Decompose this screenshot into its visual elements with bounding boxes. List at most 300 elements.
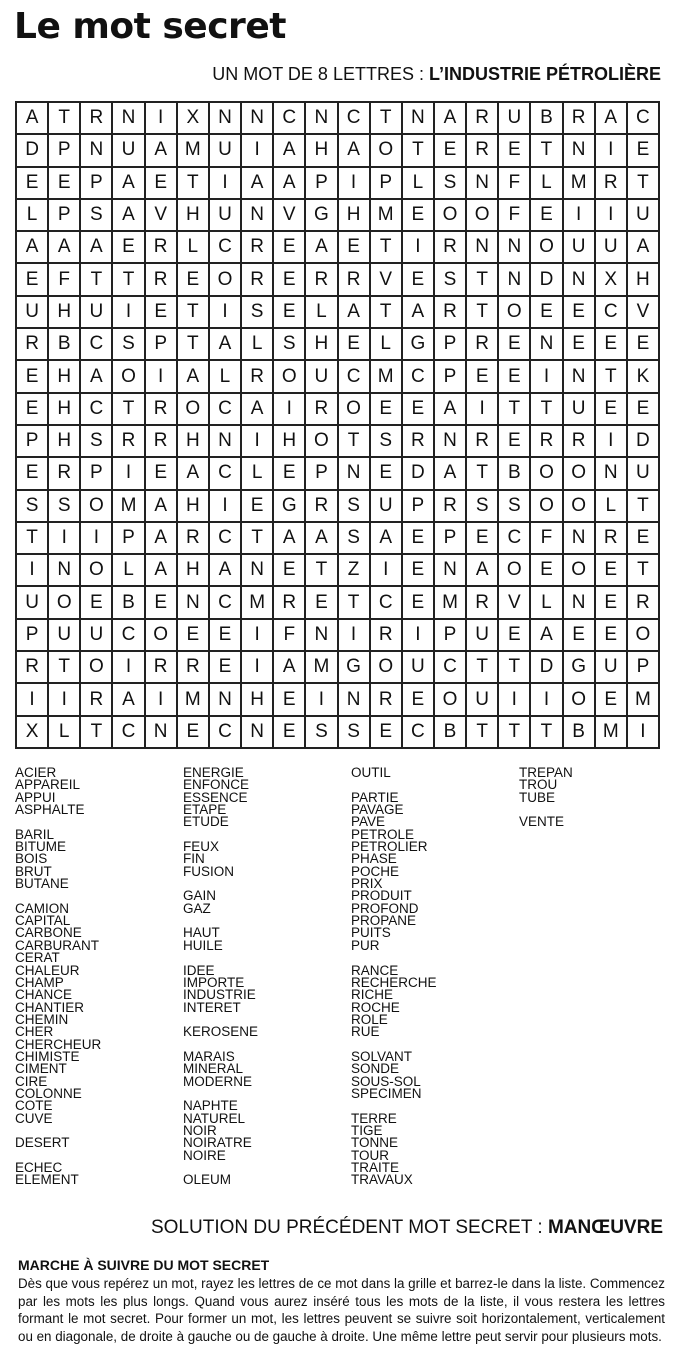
word-list-item[interactable]: CHEMIN [15,1011,69,1027]
grid-cell[interactable]: T [499,652,531,684]
word-list-item[interactable]: SOUS-SOL [351,1073,421,1089]
grid-cell[interactable]: E [499,135,531,167]
grid-cell[interactable]: T [467,264,499,296]
grid-cell[interactable]: I [242,652,274,684]
grid-cell[interactable]: C [596,297,628,329]
grid-cell[interactable]: R [242,232,274,264]
grid-cell[interactable]: N [564,587,596,619]
grid-cell[interactable]: A [274,652,306,684]
grid-cell[interactable]: E [371,458,403,490]
grid-cell[interactable]: M [242,587,274,619]
word-list-item[interactable]: PROPANE [351,913,417,929]
grid-cell[interactable]: A [435,394,467,426]
grid-cell[interactable]: C [210,232,242,264]
grid-cell[interactable]: E [17,394,49,426]
word-list-item[interactable]: CIMENT [15,1061,67,1077]
grid-cell[interactable]: X [178,103,210,135]
word-list-item[interactable]: SONDE [351,1061,400,1077]
grid-cell[interactable]: U [306,361,338,393]
grid-cell[interactable]: S [467,491,499,523]
word-list-item[interactable]: ASPHALTE [15,802,85,818]
grid-cell[interactable]: P [49,200,81,232]
grid-cell[interactable]: E [499,361,531,393]
grid-cell[interactable]: O [339,394,371,426]
grid-cell[interactable]: S [435,168,467,200]
word-list-item[interactable]: NOIR [183,1122,217,1138]
word-list-item[interactable]: PAVE [351,814,386,830]
grid-cell[interactable]: U [628,458,660,490]
grid-cell[interactable]: N [146,717,178,749]
word-list-item[interactable]: PRODUIT [351,888,412,904]
grid-cell[interactable]: O [146,620,178,652]
grid-cell[interactable]: R [146,264,178,296]
grid-cell[interactable]: A [435,103,467,135]
word-list-item[interactable]: ETAPE [183,802,227,818]
grid-cell[interactable]: G [564,652,596,684]
grid-cell[interactable]: S [371,426,403,458]
word-list-item[interactable]: SPECIMEN [351,1085,422,1101]
word-list-item[interactable]: PETROLIER [351,839,428,855]
grid-cell[interactable]: E [403,394,435,426]
grid-cell[interactable]: E [146,297,178,329]
grid-cell[interactable]: N [499,232,531,264]
grid-cell[interactable]: E [17,264,49,296]
word-list-item[interactable]: ROCHE [351,999,400,1015]
grid-cell[interactable]: B [435,717,467,749]
grid-cell[interactable]: T [113,394,145,426]
grid-cell[interactable]: T [499,717,531,749]
grid-cell[interactable]: L [178,232,210,264]
word-list-item[interactable]: CARBONE [15,925,82,941]
grid-cell[interactable]: E [499,329,531,361]
grid-cell[interactable]: R [435,491,467,523]
grid-cell[interactable]: N [339,684,371,716]
grid-cell[interactable]: I [306,684,338,716]
grid-cell[interactable]: B [564,717,596,749]
word-list-item[interactable]: CHERCHEUR [15,1036,102,1052]
grid-cell[interactable]: O [564,684,596,716]
grid-cell[interactable]: C [435,652,467,684]
grid-cell[interactable]: E [564,297,596,329]
word-list-item[interactable]: CAMION [15,900,69,916]
grid-cell[interactable]: T [467,458,499,490]
grid-cell[interactable]: I [531,361,563,393]
grid-cell[interactable]: A [49,232,81,264]
grid-cell[interactable]: A [339,297,371,329]
word-list-item[interactable]: CHANTIER [15,999,85,1015]
grid-cell[interactable]: F [499,200,531,232]
grid-cell[interactable]: E [499,620,531,652]
grid-cell[interactable]: I [210,491,242,523]
grid-cell[interactable]: A [17,232,49,264]
grid-cell[interactable]: R [467,587,499,619]
grid-cell[interactable]: A [210,329,242,361]
grid-cell[interactable]: E [564,329,596,361]
word-list-item[interactable]: TIGE [351,1122,383,1138]
grid-cell[interactable]: U [596,652,628,684]
grid-cell[interactable]: U [403,652,435,684]
word-list-item[interactable]: CHER [15,1024,54,1040]
grid-cell[interactable]: R [146,394,178,426]
grid-cell[interactable]: N [242,200,274,232]
grid-cell[interactable]: H [178,200,210,232]
grid-cell[interactable]: L [371,329,403,361]
word-list-item[interactable]: CUVE [15,1110,53,1126]
grid-cell[interactable]: T [628,491,660,523]
grid-cell[interactable]: T [306,555,338,587]
grid-cell[interactable]: A [113,684,145,716]
word-list-item[interactable]: CARBURANT [15,937,100,953]
grid-cell[interactable]: Z [339,555,371,587]
grid-cell[interactable]: I [242,620,274,652]
grid-cell[interactable]: I [49,684,81,716]
grid-cell[interactable]: R [113,426,145,458]
grid-cell[interactable]: T [467,717,499,749]
grid-cell[interactable]: H [178,555,210,587]
grid-cell[interactable]: R [242,264,274,296]
grid-cell[interactable]: N [403,103,435,135]
grid-cell[interactable]: T [467,652,499,684]
grid-cell[interactable]: E [596,329,628,361]
grid-cell[interactable]: A [242,168,274,200]
grid-cell[interactable]: E [596,394,628,426]
grid-cell[interactable]: X [17,717,49,749]
grid-cell[interactable]: B [49,329,81,361]
grid-cell[interactable]: R [467,426,499,458]
word-list-item[interactable]: COTE [15,1098,53,1114]
grid-cell[interactable]: O [564,458,596,490]
grid-cell[interactable]: A [435,458,467,490]
grid-cell[interactable]: L [531,168,563,200]
grid-cell[interactable]: U [17,297,49,329]
grid-cell[interactable]: T [242,523,274,555]
grid-cell[interactable]: R [146,652,178,684]
grid-cell[interactable]: R [339,264,371,296]
grid-cell[interactable]: I [17,555,49,587]
grid-cell[interactable]: C [210,587,242,619]
grid-cell[interactable]: A [339,135,371,167]
grid-cell[interactable]: H [178,426,210,458]
grid-cell[interactable]: B [499,458,531,490]
grid-cell[interactable]: T [371,103,403,135]
grid-cell[interactable]: N [435,426,467,458]
grid-cell[interactable]: P [435,329,467,361]
grid-cell[interactable]: R [564,426,596,458]
grid-cell[interactable]: R [178,652,210,684]
grid-cell[interactable]: E [499,426,531,458]
grid-cell[interactable]: T [531,135,563,167]
grid-cell[interactable]: A [113,168,145,200]
grid-cell[interactable]: R [146,232,178,264]
grid-cell[interactable]: N [467,232,499,264]
grid-cell[interactable]: C [403,361,435,393]
grid-cell[interactable]: C [371,587,403,619]
grid-cell[interactable]: E [210,652,242,684]
word-list-item[interactable]: COLONNE [15,1085,82,1101]
grid-cell[interactable]: E [531,297,563,329]
grid-cell[interactable]: I [467,394,499,426]
grid-cell[interactable]: I [49,523,81,555]
grid-cell[interactable]: A [146,523,178,555]
grid-cell[interactable]: I [628,717,660,749]
word-list-item[interactable]: APPAREIL [15,777,81,793]
grid-cell[interactable]: U [499,103,531,135]
grid-cell[interactable]: U [371,491,403,523]
grid-cell[interactable]: E [81,587,113,619]
word-list-item[interactable]: ESSENCE [183,789,248,805]
grid-cell[interactable]: O [499,297,531,329]
grid-cell[interactable]: C [499,523,531,555]
grid-cell[interactable]: E [564,620,596,652]
grid-cell[interactable]: R [306,394,338,426]
grid-cell[interactable]: R [49,458,81,490]
grid-cell[interactable]: E [403,587,435,619]
grid-cell[interactable]: R [242,361,274,393]
grid-cell[interactable]: A [146,135,178,167]
grid-cell[interactable]: M [178,684,210,716]
grid-cell[interactable]: I [339,620,371,652]
grid-cell[interactable]: N [564,523,596,555]
grid-cell[interactable]: O [81,491,113,523]
word-list-item[interactable]: CHAMP [15,974,64,990]
word-list-item[interactable]: ECHEC [15,1160,63,1175]
grid-cell[interactable]: N [210,684,242,716]
grid-cell[interactable]: D [628,426,660,458]
grid-cell[interactable]: N [210,426,242,458]
grid-cell[interactable]: O [49,587,81,619]
grid-cell[interactable]: P [17,426,49,458]
grid-cell[interactable]: S [499,491,531,523]
grid-cell[interactable]: O [371,652,403,684]
grid-cell[interactable]: O [499,555,531,587]
word-list-item[interactable]: TRAVAUX [351,1172,413,1188]
grid-cell[interactable]: N [564,264,596,296]
grid-cell[interactable]: O [628,620,660,652]
word-list-item[interactable]: BRUT [15,863,52,879]
grid-cell[interactable]: L [531,587,563,619]
grid-cell[interactable]: A [81,361,113,393]
word-list-item[interactable]: PARTIE [351,789,399,805]
grid-cell[interactable]: F [531,523,563,555]
word-list-item[interactable]: TRAITE [351,1160,400,1175]
grid-cell[interactable]: C [81,329,113,361]
word-list-item[interactable]: TUBE [519,789,556,805]
grid-cell[interactable]: N [467,168,499,200]
grid-cell[interactable]: T [49,652,81,684]
word-list-item[interactable]: FIN [183,851,205,867]
word-list-item[interactable]: TOUR [351,1147,390,1163]
grid-cell[interactable]: E [17,168,49,200]
grid-cell[interactable]: I [113,297,145,329]
word-list-item[interactable]: PETROLE [351,826,415,842]
grid-cell[interactable]: E [596,684,628,716]
word-list-item[interactable]: GAZ [183,900,211,916]
grid-cell[interactable]: A [531,620,563,652]
grid-cell[interactable]: P [81,458,113,490]
word-list-item[interactable]: CHALEUR [15,962,80,978]
grid-cell[interactable]: E [339,329,371,361]
grid-cell[interactable]: R [371,620,403,652]
word-list-item[interactable]: NAPHTE [183,1098,238,1114]
word-list-item[interactable]: DESERT [15,1135,70,1151]
grid-cell[interactable]: E [17,361,49,393]
grid-cell[interactable]: L [210,361,242,393]
word-list-item[interactable]: POCHE [351,863,400,879]
grid-cell[interactable]: P [435,361,467,393]
grid-cell[interactable]: I [564,200,596,232]
word-list-item[interactable]: IMPORTE [183,974,245,990]
word-list-item[interactable]: BUTANE [15,876,69,892]
grid-cell[interactable]: T [371,232,403,264]
word-list-item[interactable]: NATUREL [183,1110,246,1126]
word-list-item[interactable]: RICHE [351,987,394,1003]
word-list-item[interactable]: FUSION [183,863,235,879]
grid-cell[interactable]: E [306,587,338,619]
grid-cell[interactable]: F [274,620,306,652]
grid-cell[interactable]: C [339,361,371,393]
grid-cell[interactable]: A [146,491,178,523]
grid-cell[interactable]: H [274,426,306,458]
grid-cell[interactable]: H [306,135,338,167]
grid-cell[interactable]: C [210,717,242,749]
grid-cell[interactable]: S [242,297,274,329]
word-list-item[interactable]: INTERET [183,999,241,1015]
grid-cell[interactable]: V [499,587,531,619]
grid-cell[interactable]: A [274,168,306,200]
word-list-item[interactable]: TONNE [351,1135,399,1151]
grid-cell[interactable]: M [564,168,596,200]
grid-cell[interactable]: N [242,555,274,587]
grid-cell[interactable]: N [178,587,210,619]
grid-cell[interactable]: I [146,103,178,135]
grid-cell[interactable]: V [146,200,178,232]
grid-cell[interactable]: E [146,587,178,619]
grid-cell[interactable]: S [113,329,145,361]
grid-cell[interactable]: E [339,232,371,264]
grid-cell[interactable]: E [403,200,435,232]
word-list-item[interactable]: HUILE [183,937,223,953]
grid-cell[interactable]: K [628,361,660,393]
grid-cell[interactable]: T [178,297,210,329]
grid-cell[interactable]: P [146,329,178,361]
grid-cell[interactable]: G [339,652,371,684]
grid-cell[interactable]: I [339,168,371,200]
word-list-item[interactable]: ETUDE [183,814,229,830]
word-list-item[interactable]: RECHERCHE [351,974,437,990]
grid-cell[interactable]: E [403,684,435,716]
grid-cell[interactable]: O [81,652,113,684]
grid-cell[interactable]: A [467,555,499,587]
grid-cell[interactable]: X [596,264,628,296]
grid-cell[interactable]: H [49,297,81,329]
grid-cell[interactable]: N [564,361,596,393]
grid-cell[interactable]: E [274,555,306,587]
word-list-item[interactable]: PRIX [351,876,383,892]
grid-cell[interactable]: T [499,394,531,426]
grid-cell[interactable]: O [113,361,145,393]
grid-cell[interactable]: S [49,491,81,523]
grid-cell[interactable]: I [113,458,145,490]
grid-cell[interactable]: C [274,103,306,135]
grid-cell[interactable]: N [210,103,242,135]
grid-cell[interactable]: F [499,168,531,200]
grid-cell[interactable]: O [564,491,596,523]
word-list-item[interactable]: ELEMENT [15,1172,79,1188]
grid-cell[interactable]: I [242,135,274,167]
grid-cell[interactable]: A [146,555,178,587]
grid-cell[interactable]: I [274,394,306,426]
grid-cell[interactable]: A [306,523,338,555]
word-list-item[interactable]: SOLVANT [351,1048,413,1064]
word-list-item[interactable]: TREPAN [519,765,573,780]
grid-cell[interactable]: I [113,652,145,684]
grid-cell[interactable]: M [178,135,210,167]
grid-cell[interactable]: U [113,135,145,167]
grid-cell[interactable]: E [371,394,403,426]
grid-cell[interactable]: R [467,103,499,135]
grid-cell[interactable]: U [628,200,660,232]
grid-cell[interactable]: U [210,200,242,232]
grid-cell[interactable]: D [17,135,49,167]
grid-cell[interactable]: C [403,717,435,749]
grid-cell[interactable]: A [306,232,338,264]
grid-cell[interactable]: E [274,458,306,490]
word-list-item[interactable]: PROFOND [351,900,419,916]
grid-cell[interactable]: E [403,264,435,296]
grid-cell[interactable]: T [178,329,210,361]
grid-cell[interactable]: I [403,620,435,652]
grid-cell[interactable]: P [403,491,435,523]
grid-cell[interactable]: U [81,297,113,329]
grid-cell[interactable]: R [435,232,467,264]
grid-cell[interactable]: H [178,491,210,523]
grid-cell[interactable]: P [435,620,467,652]
grid-cell[interactable]: I [371,555,403,587]
word-list-item[interactable]: MINERAL [183,1061,244,1077]
grid-cell[interactable]: D [403,458,435,490]
grid-cell[interactable]: A [178,458,210,490]
grid-cell[interactable]: A [113,200,145,232]
grid-cell[interactable]: M [306,652,338,684]
grid-cell[interactable]: L [242,329,274,361]
grid-cell[interactable]: E [628,394,660,426]
grid-cell[interactable]: E [403,555,435,587]
grid-cell[interactable]: T [628,168,660,200]
grid-cell[interactable]: E [113,232,145,264]
grid-cell[interactable]: E [467,523,499,555]
grid-cell[interactable]: E [628,135,660,167]
grid-cell[interactable]: E [531,555,563,587]
grid-cell[interactable]: R [178,523,210,555]
grid-cell[interactable]: P [306,458,338,490]
grid-cell[interactable]: M [596,717,628,749]
grid-cell[interactable]: G [274,491,306,523]
grid-cell[interactable]: U [564,232,596,264]
grid-cell[interactable]: T [467,297,499,329]
grid-cell[interactable]: E [435,135,467,167]
grid-cell[interactable]: C [81,394,113,426]
grid-cell[interactable]: C [113,717,145,749]
grid-cell[interactable]: O [467,200,499,232]
grid-cell[interactable]: H [628,264,660,296]
grid-cell[interactable]: A [178,361,210,393]
grid-cell[interactable]: U [17,587,49,619]
grid-cell[interactable]: R [403,426,435,458]
grid-cell[interactable]: N [435,555,467,587]
grid-cell[interactable]: T [17,523,49,555]
grid-cell[interactable]: C [113,620,145,652]
grid-cell[interactable]: L [49,717,81,749]
